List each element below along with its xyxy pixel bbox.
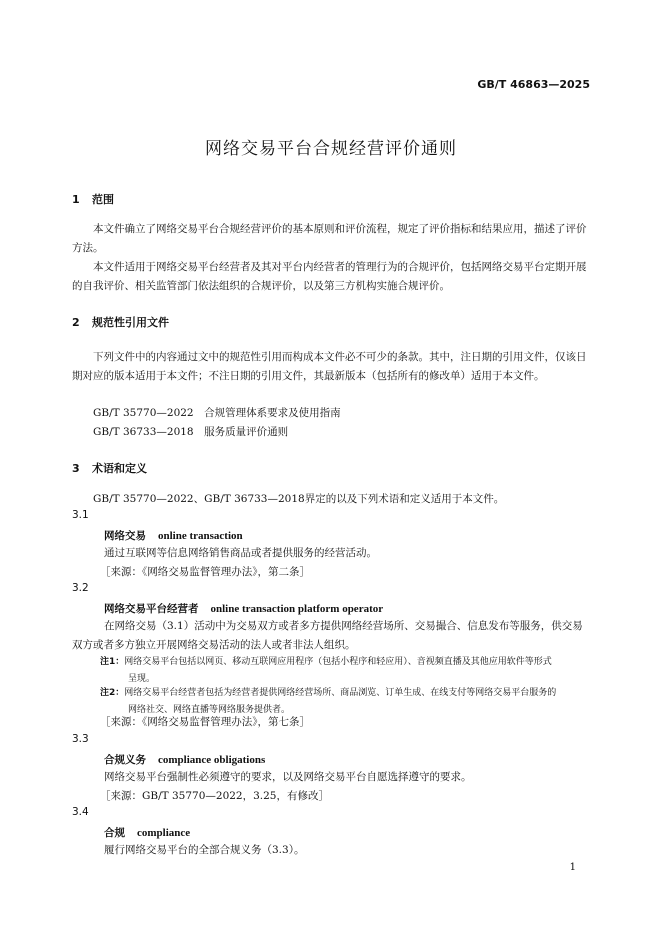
section-title: 术语和定义 xyxy=(92,462,147,475)
term-zh: 合规义务 xyxy=(104,754,146,766)
paragraph: 本文件确立了网络交易平台合规经营评价的基本原则和评价流程，规定了评价指标和结果应用，描述了评价方法。 xyxy=(72,223,587,254)
term-heading xyxy=(104,601,383,616)
term-zh: 网络交易平台经营者 xyxy=(104,603,199,615)
term-en: compliance obligations xyxy=(158,754,266,766)
term-definition: 在网络交易（3.1）活动中为交易双方或者多方提供网络经营场所、交易撮合、信息发布等服务，供交易双方或者多方独立开展网络交易活动的法人或者非法人组织。 xyxy=(72,620,583,651)
document-title: 网络交易平台合规经营评价通则 xyxy=(205,139,457,159)
term-en: compliance xyxy=(137,827,191,839)
paragraph: 下列文件中的内容通过文中的规范性引用而构成本文件必不可少的条款。其中，注日期的引用文件，仅该日期对应的版本适用于本文件；不注日期的引用文件，其最新版本（包括所有的修改单）适用于本文件。 xyxy=(72,351,587,382)
term-number: 3.3 xyxy=(72,733,89,745)
term-source: ［来源：GB/T 35770—2022，3.25，有修改］ xyxy=(100,790,329,802)
note-label: 注2： xyxy=(100,688,125,698)
section-3-heading xyxy=(72,460,147,476)
section-title: 范围 xyxy=(92,193,114,206)
paragraph: 本文件适用于网络交易平台经营者及其对平台内经营者的管理行为的合规评价，包括网络交易平台定期开展的自我评价、相关监管部门依法组织的合规评价，以及第三方机构实施合规评价。 xyxy=(72,261,587,292)
note-label: 注1： xyxy=(100,657,125,667)
term-note xyxy=(100,654,590,688)
section-number: 3 xyxy=(72,462,80,475)
section-1-heading xyxy=(72,191,114,207)
term-heading xyxy=(104,752,265,767)
standard-number: GB/T 46863—2025 xyxy=(477,78,590,91)
term-definition: 履行网络交易平台的全部合规义务（3.3）。 xyxy=(104,844,305,856)
note-line: 呈现。 xyxy=(128,674,156,684)
term-number: 3.1 xyxy=(72,509,89,521)
term-source: ［来源：《网络交易监督管理办法》，第二条］ xyxy=(100,566,310,578)
term-zh: 合规 xyxy=(104,827,125,839)
term-number: 3.2 xyxy=(72,582,89,594)
term-number: 3.4 xyxy=(72,806,89,818)
section-title: 规范性引用文件 xyxy=(92,316,169,329)
section-number: 1 xyxy=(72,193,80,206)
term-heading xyxy=(104,825,190,840)
term-en: online transaction xyxy=(158,530,243,542)
term-source: ［来源：《网络交易监督管理办法》，第七条］ xyxy=(100,716,310,728)
reference-item: GB/T 35770—2022 合规管理体系要求及使用指南 xyxy=(93,407,341,419)
term-definition: 通过互联网等信息网络销售商品或者提供服务的经营活动。 xyxy=(104,547,377,559)
paragraph: GB/T 35770—2022、GB/T 36733—2018界定的以及下列术语和定义适用于本文件。 xyxy=(93,493,505,505)
term-heading xyxy=(104,528,243,543)
term-zh: 网络交易 xyxy=(104,530,146,542)
note-line: 网络交易平台经营者包括为经营者提供网络经营场所、商品浏览、订单生成、在线支付等网络交易平台服务的 xyxy=(124,688,557,698)
section-number: 2 xyxy=(72,316,80,329)
section-2-heading xyxy=(72,314,169,330)
term-en: online transaction platform operator xyxy=(210,603,384,615)
reference-item: GB/T 36733—2018 服务质量评价通则 xyxy=(93,426,289,438)
note-line: 网络交易平台包括以网页、移动互联网应用程序（包括小程序和轻应用）、音视频直播及其他应用软件等形式 xyxy=(124,657,552,667)
note-line: 网络社交、网络直播等网络服务提供者。 xyxy=(128,705,291,715)
page-number: 1 xyxy=(569,862,576,873)
term-definition: 网络交易平台强制性必须遵守的要求，以及网络交易平台自愿选择遵守的要求。 xyxy=(104,771,472,783)
